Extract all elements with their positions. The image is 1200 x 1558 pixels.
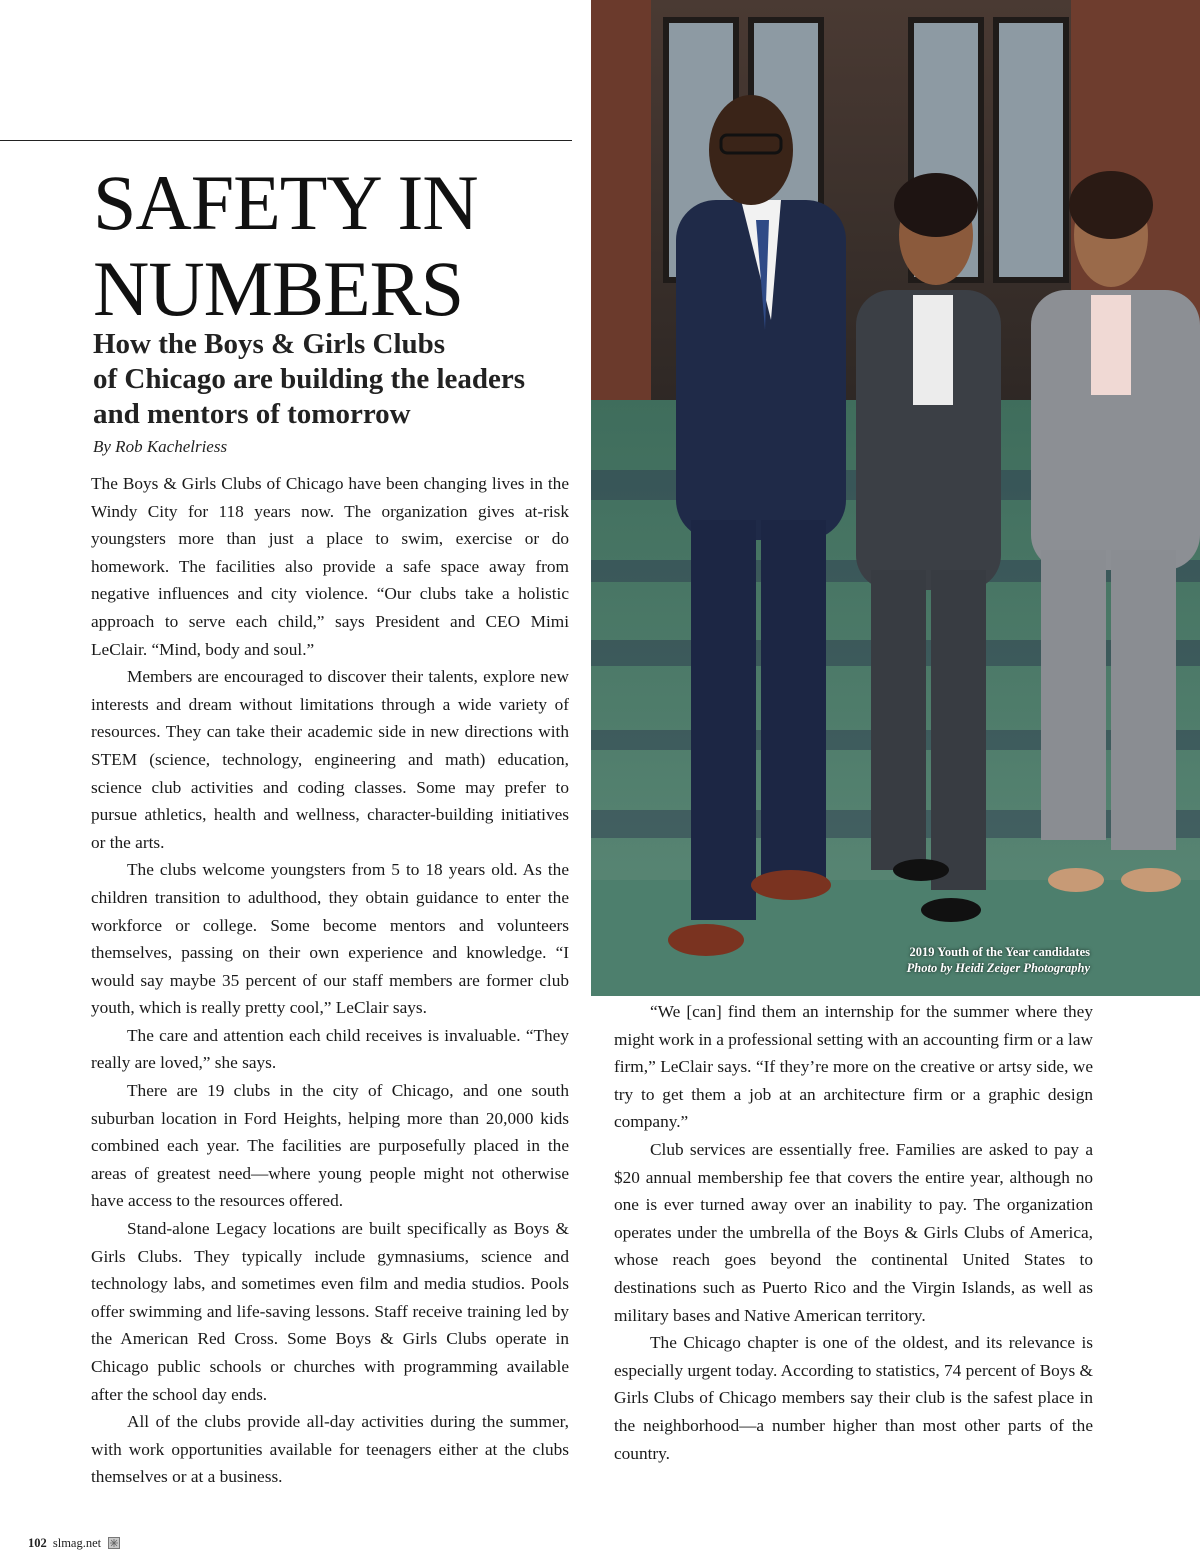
magazine-logo-icon (108, 1537, 120, 1549)
title-line-1: SAFETY IN (93, 159, 478, 246)
right-column (614, 998, 1093, 1467)
header-rule (0, 140, 572, 141)
paragraph: All of the clubs provide all-day activities during the summer, with work opportunities available for teenagers either at the clubs themselves or at a business. (91, 1412, 569, 1487)
article-title (93, 160, 563, 332)
caption-text: 2019 Youth of the Year candidates (909, 945, 1090, 959)
subtitle-line-3: and mentors of tomorrow (93, 398, 411, 430)
paragraph: Members are encouraged to discover their talents, explore new interests and dream without limitations through a wide variety of resources. They can take their academic side in new directions with STEM (science, technology, engineering and math) education, science club activities and coding classes. Some may prefer to pursue athletics, health and wellness, character-building initiatives or the arts. (91, 667, 569, 852)
feature-photo (591, 0, 1200, 996)
subtitle-line-1: How the Boys & Girls Clubs (93, 328, 446, 360)
paragraph: Club services are essentially free. Families are asked to pay a $20 annual membership fee that covers the entire year, although no one is ever turned away over an inability to pay. The organization operates under the umbrella of the Boys & Girls Clubs of America, whose reach goes beyond the continental United States to destinations such as Puerto Rico and the Virgin Islands, as well as military bases and Native American territory. (614, 1139, 1093, 1325)
photo-illustration (591, 0, 1200, 996)
paragraph: The care and attention each child receives is invaluable. “They really are loved,” she says. (91, 1025, 569, 1073)
page-footer (28, 1536, 120, 1551)
paragraph: The Chicago chapter is one of the oldest, and its relevance is especially urgent today. According to statistics, 74 percent of Boys & Girls Clubs of Chicago members say their club is the safest place in the neighborhood—a number higher than most other parts of the country. (614, 1333, 1093, 1463)
photo-caption (907, 944, 1090, 976)
page-number: 102 (28, 1536, 47, 1550)
paragraph: “We [can] find them an internship for the summer where they might work in a professional setting with an accounting firm or a law firm,” LeClair says. “If they’re more on the creative or artsy side, we try to get them a job at an architecture firm or a graphic design company.” (614, 1002, 1093, 1132)
paragraph: The clubs welcome youngsters from 5 to 18 years old. As the children transition to adulthood, they obtain guidance to enter the workforce or college. Some become mentors and volunteers themselves, passing on their own experience and knowledge. “I would say maybe 35 percent of our staff members are former club youth, which is really pretty cool,” LeClair says. (91, 860, 569, 1018)
paragraph: Stand-alone Legacy locations are built specifically as Boys & Girls Clubs. They typically include gymnasiums, science and technology labs, and sometimes even film and media studios. Pools offer swimming and life-saving lessons. Staff receive training led by the American Red Cross. Some Boys & Girls Clubs operate in Chicago public schools or churches with programming available after the school day ends. (91, 1219, 569, 1404)
photo-credit: Photo by Heidi Zeiger Photography (906, 961, 1090, 975)
paragraph: There are 19 clubs in the city of Chicago, and one south suburban location in Ford Heights, helping more than 20,000 kids combined each year. The facilities are purposefully placed in the areas of greatest need—where young people might not otherwise have access to the resources offered. (91, 1081, 569, 1211)
subtitle-line-2: of Chicago are building the leaders (93, 363, 526, 395)
byline: By Rob Kachelriess (93, 437, 228, 456)
article-subtitle (93, 327, 563, 432)
site-link[interactable]: slmag.net (52, 1536, 102, 1550)
left-column (91, 470, 569, 1491)
paragraph: The Boys & Girls Clubs of Chicago have been changing lives in the Windy City for 118 years now. The organization gives at-risk youngsters more than just a place to swim, exercise or do homework. The facilities also provide a safe space away from negative influences and city violence. “Our clubs take a holistic approach to serve each child,” says President and CEO Mimi LeClair. “Mind, body and soul.” (91, 474, 569, 659)
title-line-2: NUMBERS (93, 245, 464, 332)
